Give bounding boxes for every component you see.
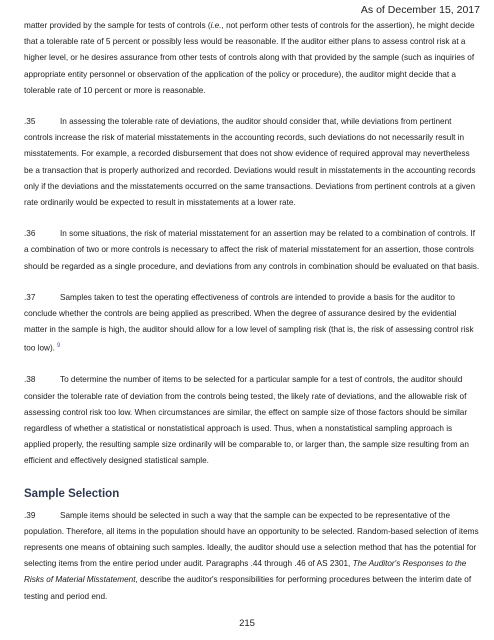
paragraph-text: In some situations, the risk of material misstatement for an assertion may be related to a combination of controls. If a combination of two or more controls is necessary to affect the risk of material misstatement for an assertion, those controls should be regarded as a single procedure, and deviations from any controls in combination should be evaluated on that basis. (24, 229, 480, 271)
paragraph-number: .35 (24, 117, 36, 127)
section-heading: Sample Selection (24, 487, 120, 500)
standard-title: The Auditor's Responses to the Risks of Material Misstatement (24, 559, 467, 585)
paragraph-number: .36 (24, 229, 36, 239)
page-number: 215 (239, 618, 255, 629)
paragraph-38 (24, 372, 480, 469)
paragraph-text-a: Sample items should be selected in such a way that the sample can be expected to be representative of the population. Therefore, all items in the population should have an opportunity to be selected. Random-based selection of items represents one means of obtaining such samples. Ideally, the auditor should use a selection method that has the potential for selecting items from the entire period under audit. Paragraphs .44 through .46 of AS 2301, (24, 510, 479, 569)
paragraph-text-b: , describe the auditor's responsibilities for performing procedures between the interim date of testing and period end. (24, 575, 472, 601)
intro-text-a: matter provided by the sample for tests of controls ( (24, 21, 211, 30)
paragraph-text: Samples taken to test the operating effectiveness of controls are intended to provide a basis for the auditor to conclude whether the controls are being applied as prescribed. When the degree of assurance desired by the evidential matter in the sample is high, the auditor should allow for a low level of sampling risk (that is, the risk of assessing control risk too low). (24, 292, 474, 354)
paragraph-number: .38 (24, 375, 36, 385)
paragraph-number: .37 (24, 292, 36, 302)
paragraph-39 (24, 508, 480, 605)
paragraph-37 (24, 290, 480, 358)
document-body (24, 18, 480, 605)
paragraph-number: .39 (24, 510, 36, 520)
paragraph-35 (24, 114, 480, 211)
intro-paragraph (24, 18, 480, 99)
paragraph-36 (24, 226, 480, 275)
intro-text-b: , not perform other tests of controls for the assertion), he might decide that a tolerable rate of 5 percent or possibly less would be reasonable. If the auditor either plans to assess control risk at a higher level, or he desires assurance from other tests of controls along with that provided by the sample (such as inquiries of appropriate entity personnel or observation of the application of the policy or procedure), the auditor might decide that a tolerable rate of 10 percent or more is reasonable. (24, 21, 475, 95)
header-date: As of December 15, 2017 (360, 4, 480, 16)
footnote-link[interactable]: 9 (56, 343, 61, 350)
intro-text-ie: i.e. (210, 21, 222, 30)
paragraph-text: To determine the number of items to be selected for a particular sample for a test of controls, the auditor should consider the tolerable rate of deviation from the controls being tested, the likely rate of deviations, and the allowable risk of assessing control risk too low. When circumstances are similar, the effect on sample size of those factors should be similar regardless of whether a statistical or nonstatistical approach is used. Thus, when a nonstatistical sampling approach is applied properly, the resulting sample size ordinarily will be comparable to, or larger than, the sample size resulting from an efficient and effectively designed statistical sample. (24, 375, 469, 466)
paragraph-text: In assessing the tolerable rate of deviations, the auditor should consider that, while deviations from pertinent controls increase the risk of material misstatements in the accounting records, such deviations do not necessarily result in misstatements. For example, a recorded disbursement that does not show evidence of required approval may nevertheless be a transaction that is properly authorized and recorded. Deviations would result in misstatements in the accounting records only if the deviations and the misstatements occurred on the same transactions. Deviations from pertinent controls at a given rate ordinarily would be expected to result in misstatements at a lower rate. (24, 117, 476, 208)
